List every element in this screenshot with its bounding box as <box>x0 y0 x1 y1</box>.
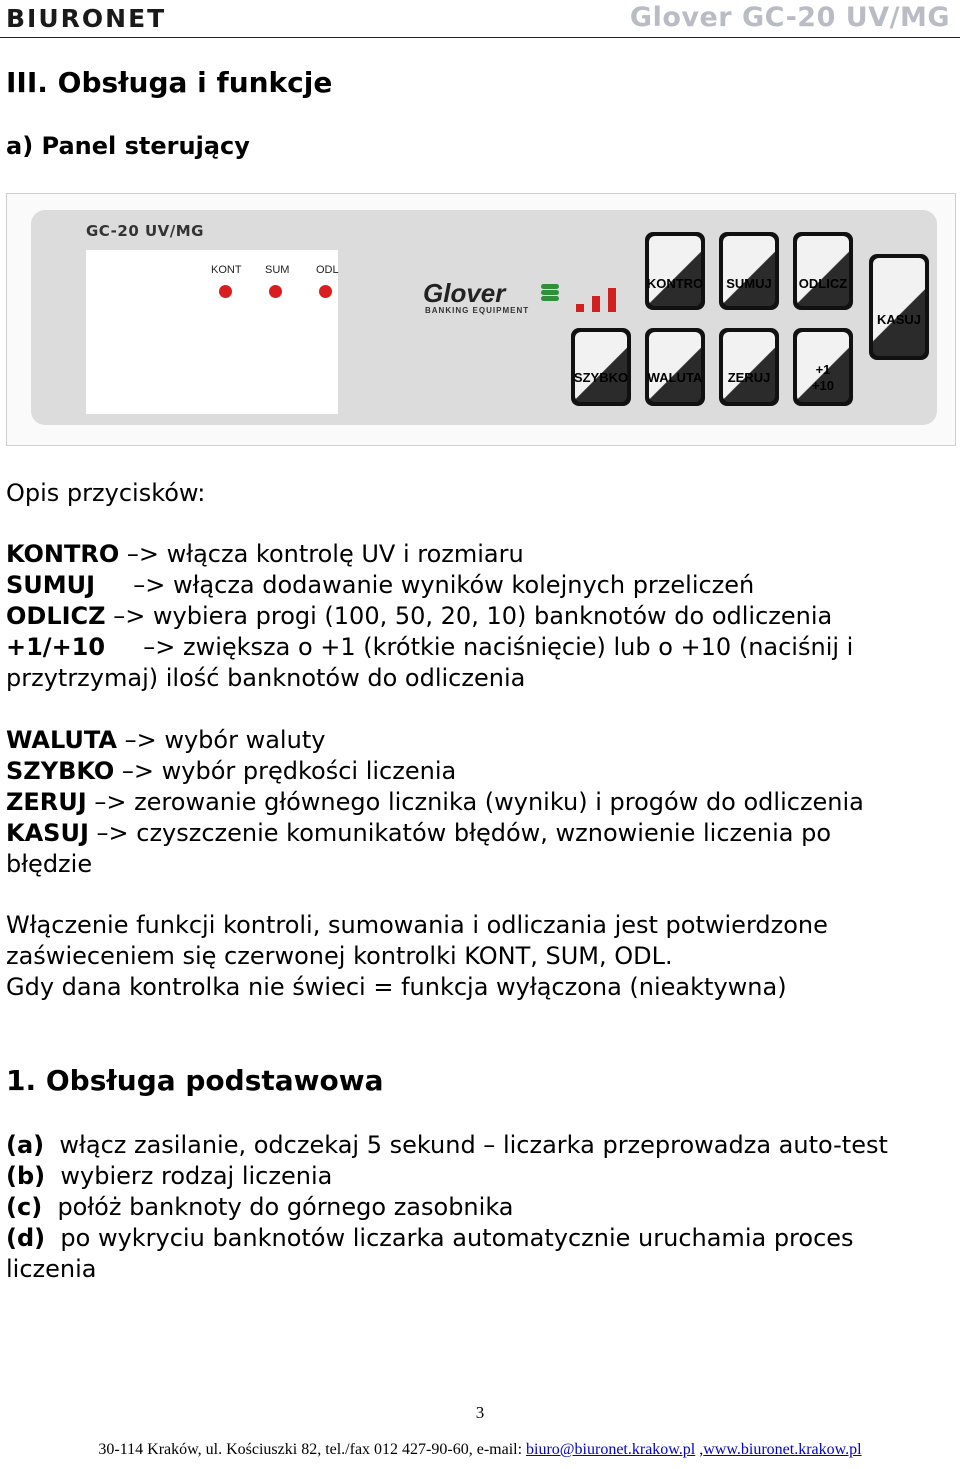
led-kont-indicator <box>219 285 232 298</box>
key-face <box>649 236 701 306</box>
led-label-sum: SUM <box>265 264 290 276</box>
page-footer <box>0 1441 960 1459</box>
desc-key: WALUTA <box>6 726 117 754</box>
page-header <box>0 0 960 40</box>
signal-bar <box>576 304 584 312</box>
desc-plus <box>6 632 853 663</box>
desc-key: SUMUJ <box>6 571 96 599</box>
desc-text: –> wybór prędkości liczenia <box>114 757 457 785</box>
control-panel-figure <box>6 193 956 446</box>
page-number: 3 <box>475 1403 485 1422</box>
step-text: po wykryciu banknotów liczarka automatycznie uruchamia proces <box>60 1224 854 1252</box>
step-text: wybierz rodzaj liczenia <box>60 1162 333 1190</box>
desc-kontro <box>6 539 524 570</box>
desc-text: –> wybór waluty <box>116 726 326 754</box>
led-odl-indicator <box>319 285 332 298</box>
zeruj-button[interactable] <box>719 328 779 406</box>
step-text: połóż banknoty do górnego zasobnika <box>57 1193 514 1221</box>
note-line-3: Gdy dana kontrolka nie świeci = funkcja wyłączona (nieaktywna) <box>6 973 787 1001</box>
key-face <box>797 236 849 306</box>
desc-key: KASUJ <box>6 819 89 847</box>
basic-operation-title: 1. Obsługa podstawowa <box>6 1064 384 1097</box>
szybko-button-label: SZYBKO <box>573 370 629 385</box>
led-label-odl: ODL <box>316 264 339 276</box>
note-line-1: Włączenie funkcji kontroli, sumowania i odliczania jest potwierdzone <box>6 911 828 939</box>
desc-sumuj <box>6 570 754 601</box>
step-label: (b) <box>6 1162 46 1190</box>
desc-key: ZERUJ <box>6 788 87 816</box>
kasuj-button-label: KASUJ <box>876 312 922 327</box>
header-divider <box>0 37 960 38</box>
desc-kasuj <box>6 818 831 849</box>
footer-separator: , <box>695 1441 704 1458</box>
step-d-cont: liczenia <box>6 1255 97 1283</box>
desc-key: +1/+10 <box>6 633 106 661</box>
biuronet-logo: BIURONET <box>6 4 167 33</box>
desc-odlicz <box>6 601 832 632</box>
desc-kasuj-cont: błędzie <box>6 850 93 878</box>
led-sum-indicator <box>269 285 282 298</box>
step-a <box>6 1130 888 1161</box>
step-label: (c) <box>6 1193 43 1221</box>
footer-website-link[interactable]: www.biuronet.krakow.pl <box>703 1441 862 1458</box>
plus1-plus10-button[interactable] <box>793 328 853 406</box>
glover-logo <box>423 278 563 318</box>
signal-bar <box>592 296 600 312</box>
kontro-button-label: KONTRO <box>646 276 704 291</box>
step-b <box>6 1161 332 1192</box>
key-face <box>723 236 775 306</box>
panel-model-label: GC-20 UV/MG <box>86 222 204 240</box>
coin-stack-icon <box>541 284 559 289</box>
desc-text: –> wybiera progi (100, 50, 20, 10) banknotów do odliczenia <box>105 602 833 630</box>
step-d <box>6 1223 854 1254</box>
desc-text: –> zwiększa o +1 (krótkie naciśnięcie) lub o +10 (naciśnij i <box>105 633 854 661</box>
desc-waluta <box>6 725 325 756</box>
waluta-button[interactable] <box>645 328 705 406</box>
brand-name: Glover <box>423 278 506 308</box>
step-label: (d) <box>6 1224 46 1252</box>
step-c <box>6 1192 514 1223</box>
step-text: włącz zasilanie, odczekaj 5 sekund – liczarka przeprowadza auto-test <box>59 1131 888 1159</box>
waluta-button-label: WALUTA <box>647 370 703 385</box>
desc-text: –> czyszczenie komunikatów błędów, wznowienie liczenia po <box>88 819 832 847</box>
key-face <box>575 332 627 402</box>
desc-key: SZYBKO <box>6 757 115 785</box>
key-face <box>873 258 925 356</box>
footer-address: 30-114 Kraków, ul. Kościuszki 82, tel./fax 012 427-90-60, e-mail: <box>98 1441 527 1458</box>
coin-stack-icon-part <box>541 290 559 295</box>
coin-stack-icon-part <box>541 296 559 301</box>
szybko-button[interactable] <box>571 328 631 406</box>
desc-text: –> włącza dodawanie wyników kolejnych przeliczeń <box>95 571 755 599</box>
desc-key: ODLICZ <box>6 602 106 630</box>
kontro-button[interactable] <box>645 232 705 310</box>
note-line-2: zaświeceniem się czerwonej kontrolki KONT, SUM, ODL. <box>6 942 673 970</box>
signal-bars-icon <box>576 282 636 312</box>
zeruj-button-label: ZERUJ <box>727 370 771 385</box>
plus10-button-label: +10 <box>811 378 835 393</box>
key-face <box>649 332 701 402</box>
footer-email-link[interactable]: biuro@biuronet.krakow.pl <box>526 1441 696 1458</box>
brand-subtitle: BANKING EQUIPMENT <box>425 306 530 315</box>
control-panel <box>31 210 937 425</box>
sumuj-button[interactable] <box>719 232 779 310</box>
product-title: Glover GC-20 UV/MG <box>629 2 950 33</box>
desc-zeruj <box>6 787 864 818</box>
sumuj-button-label: SUMUJ <box>726 276 772 291</box>
desc-key: KONTRO <box>6 540 120 568</box>
plus1-button-label: +1 <box>815 362 831 377</box>
odlicz-button-label: ODLICZ <box>798 276 848 291</box>
subsection-title: a) Panel sterujący <box>6 132 250 160</box>
buttons-intro: Opis przycisków: <box>6 479 206 507</box>
desc-text: –> zerowanie głównego licznika (wyniku) i progów do odliczenia <box>86 788 864 816</box>
desc-plus-cont: przytrzymaj) ilość banknotów do odliczenia <box>6 664 526 692</box>
key-face <box>723 332 775 402</box>
desc-szybko <box>6 756 456 787</box>
kasuj-button[interactable] <box>869 254 929 360</box>
section-title: III. Obsługa i funkcje <box>6 66 333 99</box>
signal-bar <box>608 288 616 312</box>
led-label-kont: KONT <box>211 264 242 276</box>
step-label: (a) <box>6 1131 45 1159</box>
odlicz-button[interactable] <box>793 232 853 310</box>
desc-text: –> włącza kontrolę UV i rozmiaru <box>119 540 524 568</box>
